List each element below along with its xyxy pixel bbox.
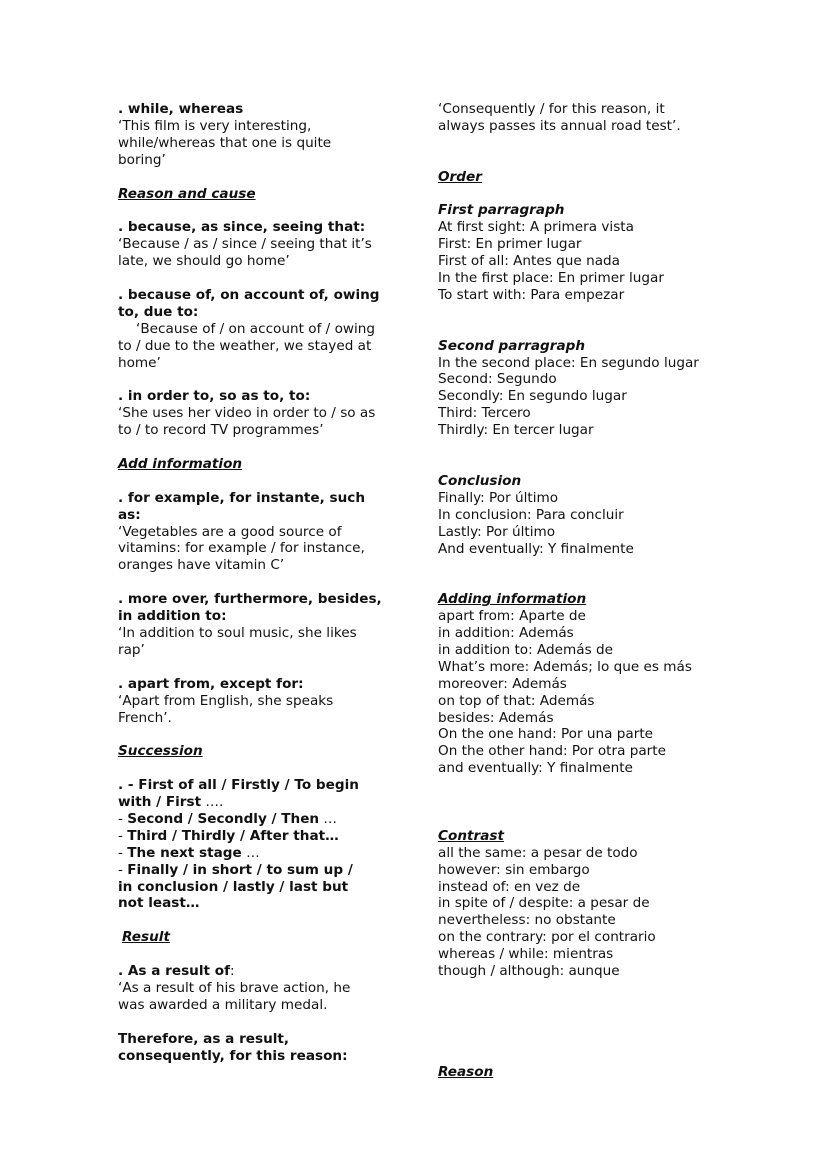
result-colon: : [229, 963, 235, 980]
contrast-item: instead of: en vez de [438, 878, 581, 895]
succession-second: Second / Secondly / Then [127, 810, 320, 827]
second-paragraph-item: Third: Tercero [438, 405, 531, 422]
because-of-title: . because of, on account of, owing [118, 286, 380, 303]
moreover-example-line: rap’ [118, 641, 145, 658]
consequently-example-line: ‘Consequently / for this reason, it [438, 101, 665, 117]
while-example-line: ‘This film is very interesting, [118, 117, 312, 134]
succession-dash: - [118, 844, 128, 861]
for-example-example-line: vitamins: for example / for instance, [118, 540, 365, 557]
moreover-example-line: ‘In addition to soul music, she likes [118, 624, 357, 641]
in-order-to-title: . in order to, so as to, to: [118, 388, 311, 405]
contrast-item: though / although: aunque [438, 963, 620, 980]
adding-information-item: moreover: Además [438, 675, 567, 692]
adding-information-item: besides: Además [438, 709, 554, 726]
succession-next-tail: … [241, 844, 260, 861]
adding-information-item: in addition to: Además de [438, 641, 614, 658]
apart-from-example-line: French’. [118, 709, 172, 726]
moreover-title: . more over, furthermore, besides, [118, 591, 382, 608]
apart-from-title: . apart from, except for: [118, 675, 304, 692]
adding-information-item: on top of that: Además [438, 692, 595, 709]
result-title: . As a result of [118, 963, 230, 980]
consequently-example-line: always passes its annual road test’. [438, 117, 681, 134]
contrast-item: whereas / while: mientras [438, 946, 614, 963]
adding-information-item: and eventually: Y finalmente [438, 760, 633, 777]
conclusion-heading: Conclusion [438, 472, 522, 489]
conclusion-item: And eventually: Y finalmente [438, 540, 634, 557]
succession-dash: - [118, 827, 128, 844]
for-example-example-line: ‘Vegetables are a good source of [118, 523, 342, 540]
first-paragraph-item: First: En primer lugar [438, 236, 582, 253]
first-paragraph-item: In the first place: En primer lugar [438, 270, 664, 287]
result-heading-line [118, 929, 408, 946]
succession-next: The next stage [127, 844, 242, 861]
because-title: . because, as since, seeing that: [118, 219, 366, 236]
left-column [118, 101, 408, 1064]
adding-information-item: What’s more: Además; lo que es más [438, 658, 692, 675]
because-example-line: ‘Because / as / since / seeing that it’s [118, 236, 372, 253]
while-title: . while, whereas [118, 101, 244, 117]
first-paragraph-item: First of all: Antes que nada [438, 253, 620, 270]
contrast-item: however: sin embargo [438, 861, 590, 878]
conclusion-item: Finally: Por último [438, 489, 559, 506]
first-paragraph-heading: First parragraph [438, 202, 565, 219]
in-order-to-example-line: ‘She uses her video in order to / so as [118, 405, 376, 422]
right-column [438, 101, 738, 1081]
adding-information-item: On the other hand: Por otra parte [438, 743, 666, 760]
succession-line-next [118, 845, 408, 862]
succession-dash: - [118, 861, 128, 878]
therefore-title: Therefore, as a result, [118, 1030, 290, 1047]
second-paragraph-item: Secondly: En segundo lugar [438, 388, 627, 405]
result-example-line: was awarded a military medal. [118, 996, 328, 1013]
second-paragraph-item: Second: Segundo [438, 371, 557, 388]
first-paragraph-item: At first sight: A primera vista [438, 219, 634, 236]
for-example-title: . for example, for instante, such [118, 489, 366, 506]
add-information-heading: Add information [118, 455, 243, 472]
reason-cause-heading: Reason and cause [118, 185, 256, 202]
succession-line-first-2 [118, 794, 408, 811]
succession-heading: Succession [118, 743, 203, 760]
second-paragraph-item: Thirdly: En tercer lugar [438, 422, 594, 439]
second-paragraph-item: In the second place: En segundo lugar [438, 354, 699, 371]
result-title-line [118, 963, 408, 980]
contrast-heading: Contrast [438, 827, 504, 844]
while-example-line: boring’ [118, 151, 166, 168]
moreover-title: in addition to: [118, 608, 227, 625]
succession-line-second [118, 811, 408, 828]
result-example-line: ‘As a result of his brave action, he [118, 979, 351, 996]
succession-prefix: . - [118, 777, 139, 794]
apart-from-example-line: ‘Apart from English, she speaks [118, 692, 334, 709]
contrast-item: nevertheless: no obstante [438, 912, 616, 929]
second-paragraph-heading: Second parragraph [438, 337, 586, 354]
because-example-line: late, we should go home’ [118, 253, 290, 270]
succession-first-2-tail: …. [201, 794, 224, 810]
contrast-item: all the same: a pesar de todo [438, 844, 638, 861]
while-example-line: while/whereas that one is quite [118, 134, 332, 151]
succession-first-2: with / First [118, 794, 202, 810]
succession-finally-3: not least… [118, 895, 200, 912]
in-order-to-example-line: to / to record TV programmes’ [118, 422, 324, 439]
succession-first: First of all / Firstly / To begin [138, 777, 359, 794]
contrast-item: on the contrary: por el contrario [438, 929, 656, 946]
adding-information-item: On the one hand: Por una parte [438, 726, 654, 743]
because-of-example-line: to / due to the weather, we stayed at [118, 337, 372, 354]
adding-information-item: apart from: Aparte de [438, 608, 586, 625]
adding-information-item: in addition: Además [438, 625, 574, 642]
therefore-title: consequently, for this reason: [118, 1047, 348, 1064]
succession-third: Third / Thirdly / After that… [127, 827, 339, 844]
succession-line-first [118, 777, 408, 794]
because-of-example-line: home’ [118, 354, 161, 371]
first-paragraph-item: To start with: Para empezar [438, 286, 625, 303]
result-heading: Result [122, 929, 170, 946]
succession-line-third [118, 828, 408, 845]
conclusion-item: In conclusion: Para concluir [438, 506, 624, 523]
succession-finally: Finally / in short / to sum up / [127, 861, 353, 878]
order-heading: Order [438, 168, 482, 185]
conclusion-item: Lastly: Por último [438, 523, 556, 540]
adding-information-heading: Adding information [438, 591, 587, 608]
for-example-example-line: oranges have vitamin C’ [118, 557, 285, 574]
succession-finally-2: in conclusion / lastly / last but [118, 878, 349, 895]
succession-dash: - [118, 810, 128, 827]
succession-second-tail: … [319, 810, 338, 827]
for-example-title: as: [118, 506, 141, 523]
because-of-title: to, due to: [118, 303, 199, 320]
reason-heading: Reason [438, 1064, 494, 1081]
succession-line-finally [118, 862, 408, 879]
contrast-item: in spite of / despite: a pesar de [438, 895, 650, 912]
because-of-example-line: ‘Because of / on account of / owing [136, 320, 376, 337]
